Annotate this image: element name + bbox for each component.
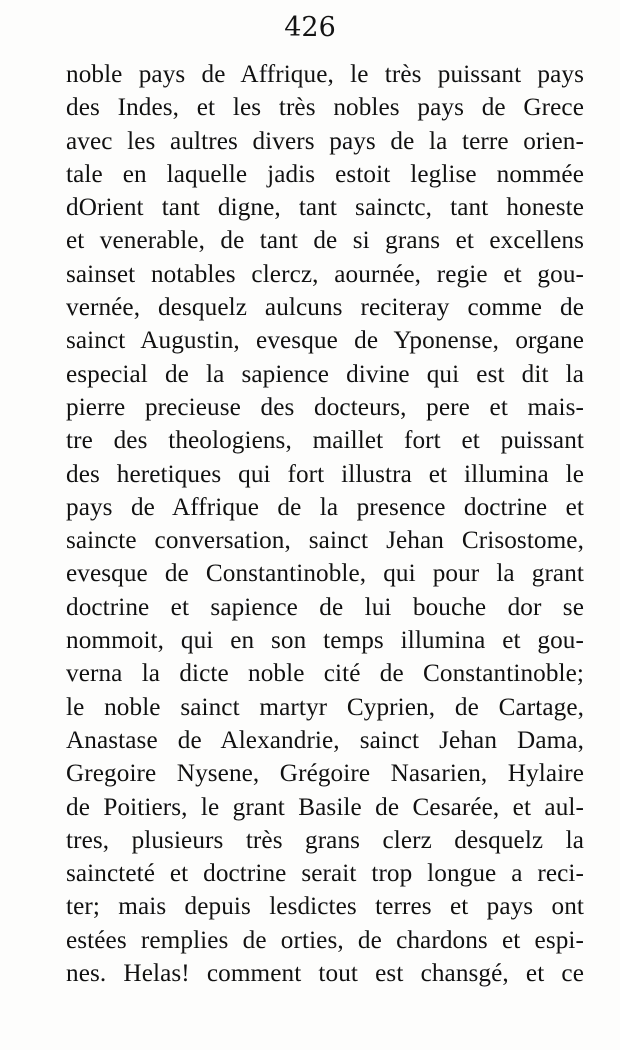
text-line: avec les aultres divers pays de la terre orien- (66, 127, 584, 155)
text-line: sainct Augustin, evesque de Yponense, organe (66, 327, 584, 355)
text-line: le noble sainct martyr Cyprien, de Cartage, (66, 693, 584, 721)
text-line: verna la dicte noble cité de Constantinoble; (66, 660, 584, 688)
text-line: estées remplies de orties, de chardons et espi- (66, 926, 584, 954)
text-line: sainctеté et doctrine serait trop longue a reci- (66, 860, 584, 888)
text-line: nes. Helas! comment tout est chansgé, et ce (66, 960, 584, 988)
text-line: Anastase de Alexandrie, sainct Jehan Dama, (66, 726, 584, 754)
text-line: tre des theologiens, maillet fort et puissant (66, 427, 584, 455)
text-line: Gregoire Nysene, Grégoire Nasarien, Hylaire (66, 760, 584, 788)
text-line: nommoit, qui en son temps illumina et gou- (66, 627, 584, 655)
page-number: 426 (284, 12, 336, 43)
text-line: noble pays de Affrique, le très puissant pays (66, 61, 584, 88)
text-line: des Indes, et les très nobles pays de Grece (66, 94, 584, 122)
text-line: des heretiques qui fort illustra et illumina le (66, 460, 584, 488)
text-line: tres, plusieurs très grans clerz desquelz la (66, 826, 584, 854)
text-line: saincte conversation, sainct Jehan Crisostome, (66, 527, 584, 555)
text-line: sainset notables clercz, aournée, regie et gou- (66, 260, 584, 288)
text-line: vernée, desquelz aulcuns reciteray comme de (66, 294, 584, 322)
text-line: evesque de Constantinoble, qui pour la grant (66, 560, 584, 588)
text-line: pierre precieuse des docteurs, pere et mais- (66, 393, 584, 421)
text-line: tale en laquelle jadis estoit leglise nommée (66, 160, 584, 188)
text-line: et venerable, de tant de si grans et excellens (66, 227, 584, 255)
body-text (66, 58, 584, 990)
text-line: doctrine et sapience de lui bouche dor se (66, 593, 584, 621)
text-line: dOrient tant digne, tant sainctc, tant honeste (66, 194, 584, 222)
text-line: pays de Affrique de la presence doctrine et (66, 493, 584, 521)
text-line: especial de la sapience divine qui est dit la (66, 360, 584, 388)
text-line: ter; mais depuis lesdictes terres et pays ont (66, 893, 584, 921)
text-line: de Poitiers, le grant Basile de Cesarée, et aul- (66, 793, 584, 821)
